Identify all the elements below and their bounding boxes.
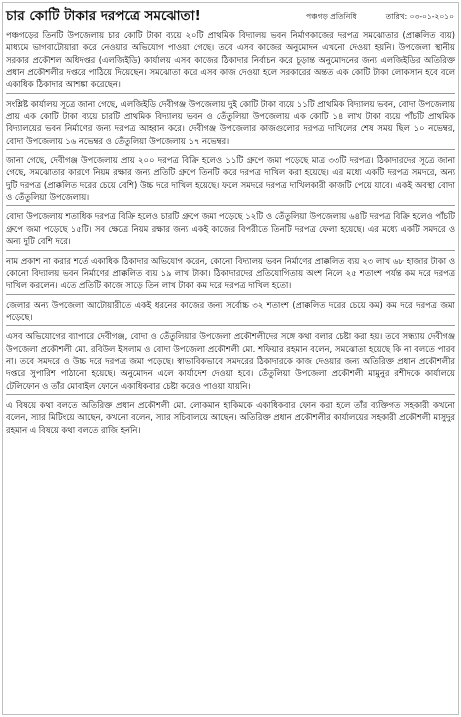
paragraph-7: এসব অভিযোগের ব্যাপারে দেবীগঞ্জ, বোদা ও তেঁতুলিয়ার উপজেলা প্রকৌশলীদের সঙ্গে কথা বলার চেষ্টা করা হয়। তবে সন্ধ্যায় দেবীগঞ্জ উপজেলা প্রকৌশলী মো. রবিউল ইসলাম ও বোদা উপজেলা প্রকৌশলী মো. শফিয়ার রহমান বলেন, সমঝোতা হয়েছে কি না বলতে পারব না। তবে সমদরে ও উচ্চ দরে দরপত্র জমা পড়েছে। স্বাভাবিকভাবে সমদরের ঠিকাদারকে কাজ দেওয়ার জন্য অতিরিক্ত প্রধান প্রকৌশলীর দপ্তরে সুপারিশ পাঠানো হয়েছে। অনুমোদন এলে কার্যাদেশ দেওয়া হবে। তেঁতুলিয়া উপজেলা প্রকৌশলী মামুনুর রশীদকে কার্যালয়ে টেলিফোন ও তাঁর মোবাইল ফোনে একাধিকবার চেষ্টা করেও পাওয়া যায়নি। xyxy=(6,330,455,395)
paragraph-5: নাম প্রকাশ না করার শর্তে একাধিক ঠিকাদার অভিযোগ করেন, কোনো বিদ্যালয় ভবন নির্মাণের প্রাক্কলিত ব্যয় ২৩ লাখ ৬৮ হাজার টাকা ও কোনো বিদ্যালয় ভবন নির্মাণের প্রাক্কলিত ব্যয় ১৯ লাখ টাকা। ঠিকাদারদের প্রতিযোগিতায় অংশ নিলে ২৫ শতাংশ পর্যন্ত কম দরে দরপত্র দাখিল করলেন। এতে প্রতিটি কাজে সাড়ে তিন লাখ টাকা কম দরে দরপত্র দাখিল হতো। xyxy=(6,255,455,295)
paragraph-1: পঞ্চগড়ের তিনটি উপজেলায় চার কোটি টাকা ব্যয়ে ২০টি প্রাথমিক বিদ্যালয় ভবন নির্মাণকাজের দরপত্র সমঝোতার (প্রাক্কলিত ব্যয়) মাধ্যমে ভাগবাটোয়ারা করে নেওয়ার অভিযোগ পাওয়া গেছে। তবে এসব কাজের অনুমোদন এখনো দেওয়া হয়নি। উপজেলা স্থানীয় সরকার প্রকৌশল অধিদপ্তর (এলজিইডি) কার্যালয় এসব কাজের ঠিকাদার নির্বাচন করে চূড়ান্ত অনুমোদনের জন্য এলজিইডির অতিরিক্ত প্রধান প্রকৌশলীর দপ্তরে পাঠিয়ে দিয়েছেন। সমঝোতা করে এসব কাজ দেওয়া হলে সরকারের অন্তত এক কোটি টাকা লোকসান হবে বলে একাধিক ঠিকাদার আশঙ্কা করেছেন। xyxy=(6,29,455,94)
news-clipping xyxy=(2,2,459,715)
article-body xyxy=(6,29,455,442)
article-header xyxy=(6,6,456,29)
byline: পঞ্চগড় প্রতিনিধি xyxy=(306,12,357,21)
article-date: তারিখ: ০৩-০১-২০১০ xyxy=(385,12,454,21)
paragraph-6: জেলার অন্য উপজেলা আটোয়ারীতে একই ধরনের কাজের জন্য সর্বোচ্চ ৩২ শতাংশ (প্রাক্কলিত দরের চেয়ে কম) কম দরে দরপত্র জমা পড়েছে। xyxy=(6,299,455,327)
headline: চার কোটি টাকার দরপত্রে সমঝোতা! xyxy=(6,8,201,24)
paragraph-3: জানা গেছে, দেবীগঞ্জ উপজেলায় প্রায় ২০০ দরপত্র বিক্রি হলেও ১১টি গ্রুপে জমা পড়েছে মাত্র ৩৩টি দরপত্র। ঠিকাদারদের সূত্রে জানা গেছে, সমঝোতার কারণে নিয়ম রক্ষার জন্য প্রতিটি গ্রুপে তিনটি করে দরপত্র দাখিল করা হয়েছে। এর মধ্যে একটি দরপত্র সমদরে, অন্য দুটি দরপত্র (প্রাক্কলিত দরের চেয়ে বেশি) উচ্চ দরে দাখিল হয়েছে। ফলে সমদরে দরপত্র দাখিলকারী কাজটি পেয়ে যাবে। একই অবস্থা বোদা ও তেঁতুলিয়া উপজেলায়। xyxy=(6,154,455,206)
paragraph-2: সংশ্লিষ্ট কার্যালয় সূত্রে জানা গেছে, এলজিইডি দেবীগঞ্জ উপজেলায় দুই কোটি টাকা ব্যয়ে ১১টি প্রাথমিক বিদ্যালয় ভবন, বোদা উপজেলায় প্রায় এক কোটি টাকা ব্যয়ে চারটি প্রাথমিক বিদ্যালয় ভবন ও তেঁতুলিয়া উপজেলায় এক কোটি ১৪ লাখ টাকা ব্যয়ে পাঁচটি প্রাথমিক বিদ্যালয়ের ভবন নির্মাণের জন্য দরপত্র আহ্বান করে। দেবীগঞ্জ উপজেলার কাজগুলোর দরপত্র দাখিলের শেষ সময় ছিল ১০ নভেম্বর, বোদা উপজেলায় ১৬ নভেম্বর ও তেঁতুলিয়া উপজেলায় ১৭ নভেম্বর। xyxy=(6,98,455,150)
paragraph-8: এ বিষয়ে কথা বলতে অতিরিক্ত প্রধান প্রকৌশলী মো. লোকমান হাকিমকে একাধিকবার ফোন করা হলে তাঁর ব্যক্তিগত সহকারী কখনো বলেন, স্যার মিটিংয়ে আছেন, কখনো বলেন, স্যার সচিবালয়ে আছেন। অতিরিক্ত প্রধান প্রকৌশলীর কার্যালয়ের সহকারী প্রকৌশলী মাসুদুর রহমান এ বিষয়ে কথা বলতে রাজি হননি। xyxy=(6,399,455,435)
paragraph-4: বোদা উপজেলায় শতাধিক দরপত্র বিক্রি হলেও চারটি গ্রুপে জমা পড়েছে ১২টি ও তেঁতুলিয়া উপজেলায় ৬৪টি দরপত্র বিক্রি হলেও পাঁচটি গ্রুপে জমা পড়েছে ১৫টি। সব ক্ষেত্রে নিয়ম রক্ষার জন্য একই কাজের বিপরীতে তিনটি দরপত্র ফেলা হয়েছে। এর মধ্যে একটি সমদরে ও অন্য দুটি বেশি দরে। xyxy=(6,210,455,250)
